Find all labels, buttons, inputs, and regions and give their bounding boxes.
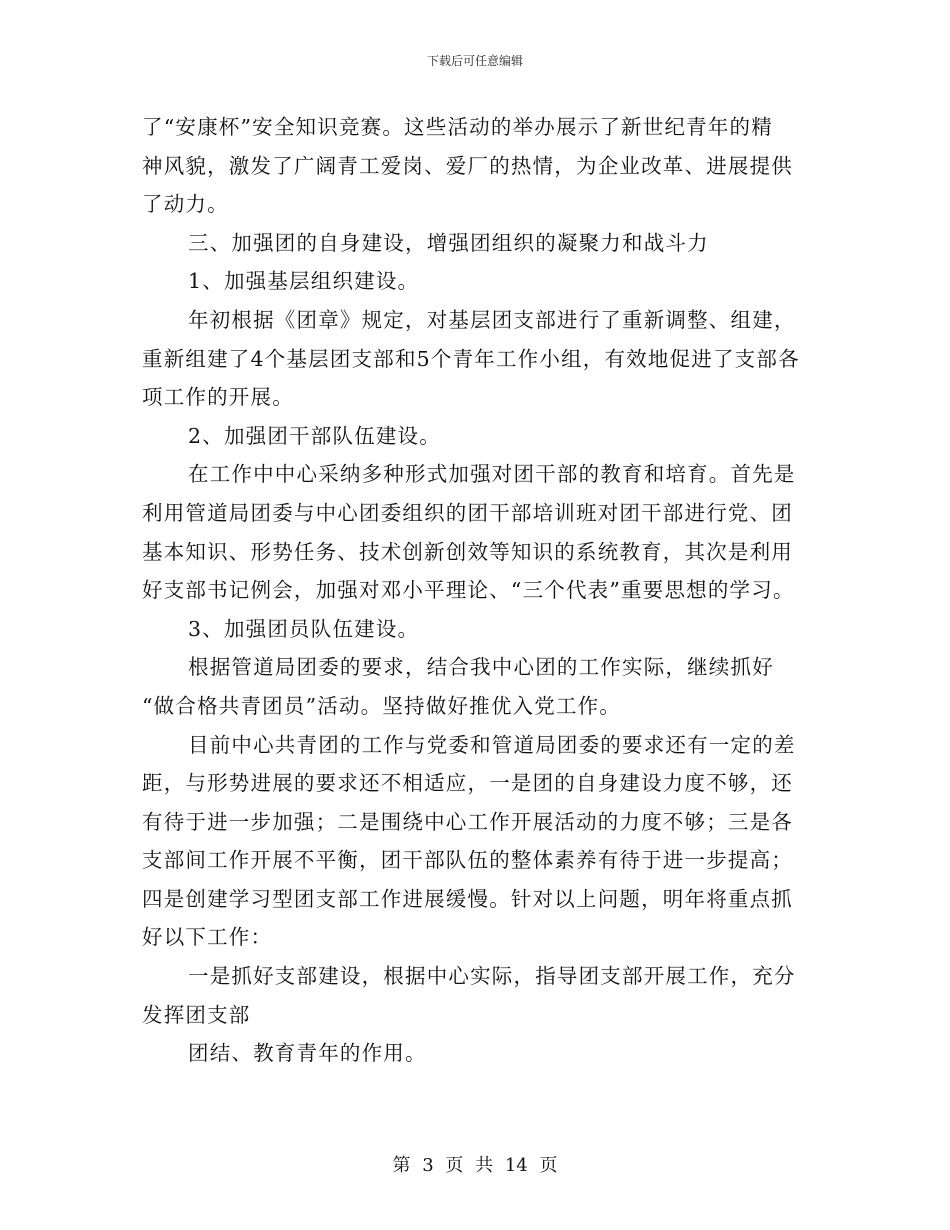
paragraph-line: 发挥团支部 — [142, 1002, 251, 1027]
paragraph-line: 距，与形势进展的要求还不相适应，一是团的自身建设力度不够，还 — [142, 771, 793, 796]
paragraph-line: 四是创建学习型团支部工作进展缓慢。针对以上问题，明年将重点抓 — [142, 886, 793, 911]
paragraph-line: 项工作的开展。 — [142, 385, 294, 410]
paragraph-line: 年初根据《团章》规定，对基层团支部进行了重新调整、组建， — [188, 307, 796, 332]
document-body — [142, 108, 806, 1073]
paragraph-line: 神风貌，激发了广阔青工爱岗、爱厂的热情，为企业改革、进展提供 — [142, 153, 793, 178]
header-note: 下载后可任意编辑 — [426, 54, 523, 68]
subsection-heading: 1、加强基层组织建设。 — [188, 269, 420, 294]
paragraph-line: 利用管道局团委与中心团委组织的团干部培训班对团干部进行党、团 — [142, 500, 793, 525]
subsection-heading: 3、加强团员队伍建设。 — [188, 616, 420, 641]
paragraph-line: 根据管道局团委的要求，结合我中心团的工作实际，继续抓好 — [188, 655, 774, 680]
paragraph-line: 好以下工作： — [142, 925, 273, 950]
section-heading: 三、加强团的自身建设，增强团组织的凝聚力和战斗力 — [188, 230, 709, 255]
paragraph-line: 好支部书记例会，加强对邓小平理论、“三个代表”重要思想的学习。 — [142, 578, 795, 603]
paragraph-line: 支部间工作开展不平衡，团干部队伍的整体素养有待于进一步提高； — [142, 848, 793, 873]
paragraph-line: 团结、教育青年的作用。 — [188, 1041, 427, 1066]
paragraph-line: 重新组建了4个基层团支部和5个青年工作小组，有效地促进了支部各 — [142, 346, 800, 371]
paragraph-line: 在工作中中心采纳多种形式加强对团干部的教育和培育。首先是 — [188, 462, 796, 487]
paragraph-line: 了动力。 — [142, 192, 229, 217]
paragraph-line: 了“安康杯”安全知识竞赛。这些活动的举办展示了新世纪青年的精 — [142, 115, 773, 139]
subsection-heading: 2、加强团干部队伍建设。 — [188, 423, 441, 448]
page-number-footer: 第 3 页 共 14 页 — [392, 1155, 558, 1176]
paragraph-line: 基本知识、形势任务、技术创新创效等知识的系统教育，其次是利用 — [142, 539, 793, 564]
paragraph-line: 一是抓好支部建设，根据中心实际，指导团支部开展工作，充分 — [188, 964, 796, 989]
paragraph-line: “做合格共青团员”活动。坚持做好推优入党工作。 — [142, 693, 622, 718]
paragraph-line: 目前中心共青团的工作与党委和管道局团委的要求还有一定的差 — [188, 732, 796, 757]
paragraph-line: 有待于进一步加强；二是围绕中心工作开展活动的力度不够；三是各 — [142, 809, 793, 834]
